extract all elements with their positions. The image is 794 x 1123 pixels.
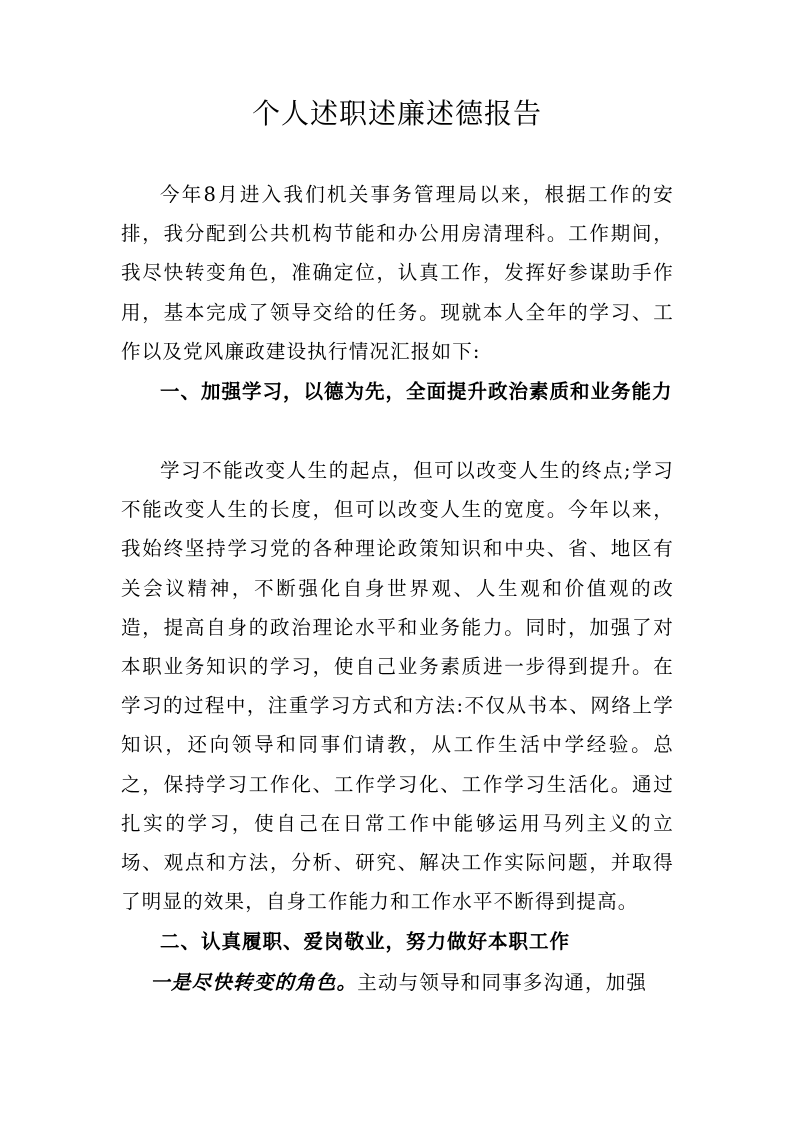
intro-paragraph-block <box>121 175 674 371</box>
section-two-paragraph-block <box>121 963 674 1002</box>
intro-paragraph: 今年8月进入我们机关事务管理局以来，根据工作的安排，我分配到公共机构节能和办公用房清理科。工作期间，我尽快转变角色，准确定位，认真工作，发挥好参谋助手作用，基本完成了领导交给的任务。现就本人全年的学习、工作以及党风廉政建设执行情况汇报如下: <box>121 183 674 363</box>
section-one-paragraph: 学习不能改变人生的起点，但可以改变人生的终点;学习不能改变人生的长度，但可以改变人生的宽度。今年以来，我始终坚持学习党的各种理论政策知识和中央、省、地区有关会议精神，不断强化自身世界观、人生观和价值观的改造，提高自身的政治理论水平和业务能力。同时，加强了对本职业务知识的学习，使自己业务素质进一步得到提升。在学习的过程中，注重学习方式和方法:不仅从书本、网络上学知识，还向领导和同事们请教，从工作生活中学经验。总之，保持学习工作化、工作学习化、工作学习生活化。通过扎实的学习，使自己在日常工作中能够运用马列主义的立场、观点和方法，分析、研究、解决工作实际问题，并取得了明显的效果，自身工作能力和工作水平不断得到提高。 <box>121 459 674 914</box>
section-one-heading-block <box>121 372 674 411</box>
section-heading-one: 一、加强学习，以德为先，全面提升政治素质和业务能力 <box>160 380 673 403</box>
section-two-heading-block <box>121 922 674 961</box>
section-heading-two: 二、认真履职、爱岗敬业，努力做好本职工作 <box>160 930 571 953</box>
paragraph-lead-phrase: 一是尽快转变的角色。 <box>150 971 358 994</box>
document-title: 个人述职述廉述德报告 <box>251 97 542 130</box>
section-one-paragraph-block <box>121 451 674 921</box>
paragraph-continuation: 主动与领导和同事多沟通，加强 <box>357 971 648 994</box>
section-two-paragraph <box>121 963 674 1002</box>
